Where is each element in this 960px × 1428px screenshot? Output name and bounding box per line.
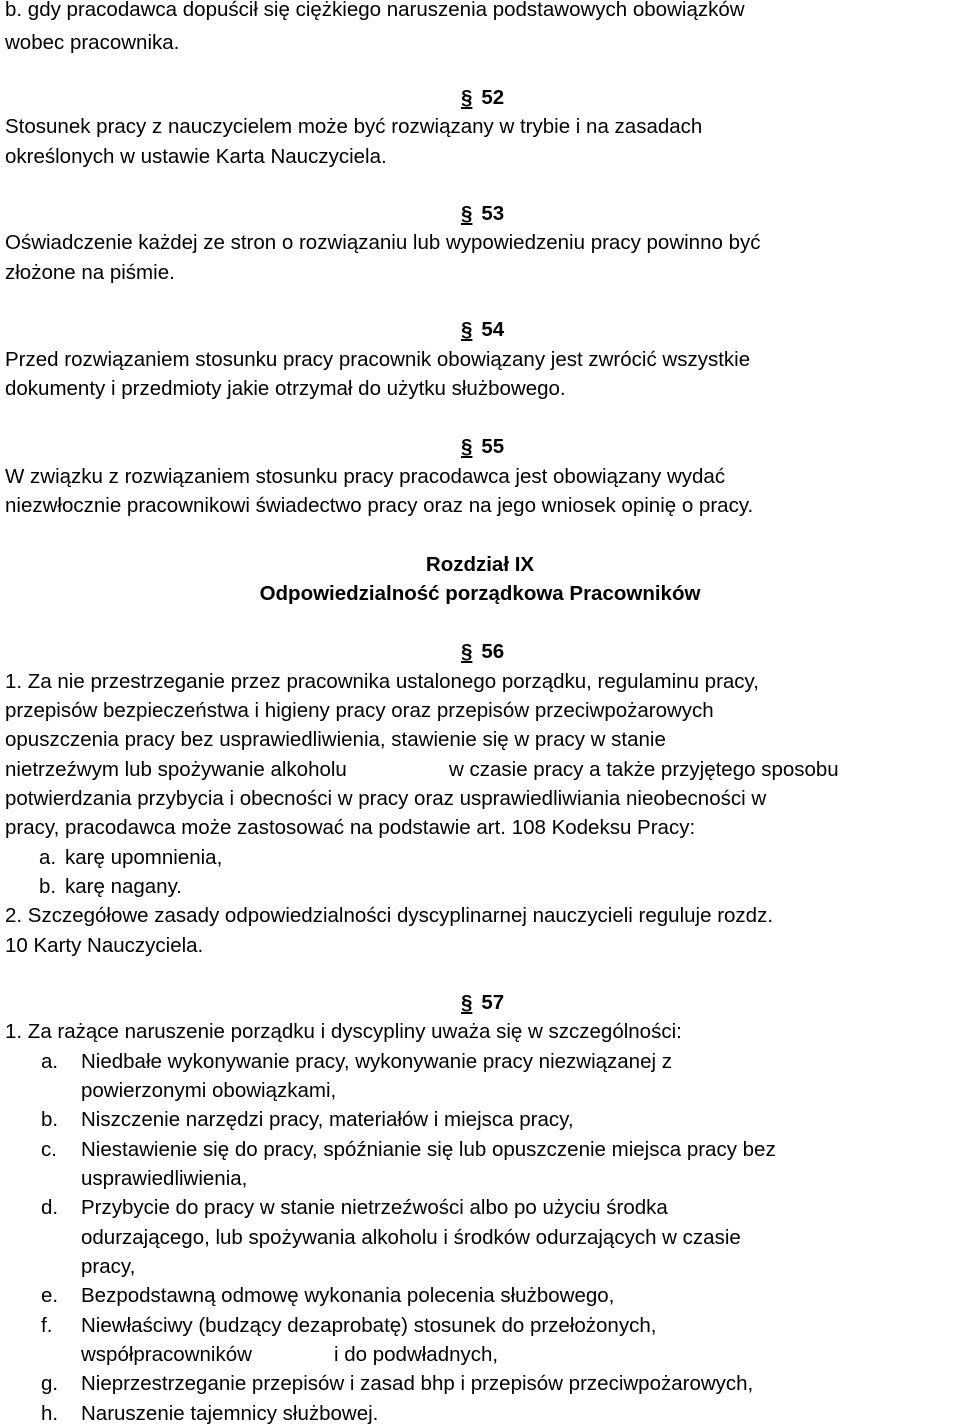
list-item: Niewłaściwy (budzący dezaprobatę) stosunek do przełożonych,: [81, 1314, 657, 1337]
list-marker: f.: [41, 1314, 53, 1337]
paragraph-line: b. gdy pracodawca dopuścił się ciężkiego naruszenia podstawowych obowiązków: [5, 0, 745, 21]
list-marker: a.: [39, 846, 57, 869]
section-number: 52: [481, 86, 505, 109]
section-sign: §: [461, 318, 473, 341]
section-number: 55: [481, 435, 505, 458]
list-item: Niedbałe wykonywanie pracy, wykonywanie pracy niezwiązanej z: [81, 1050, 672, 1073]
paragraph-line: złożone na piśmie.: [5, 261, 175, 284]
chapter-title: Odpowiedzialność porządkowa Pracowników: [259, 582, 701, 605]
paragraph-line: nietrzeźwym lub spożywanie alkoholu: [5, 758, 347, 781]
list-item: Niestawienie się do pracy, spóźnianie się lub opuszczenie miejsca pracy bez: [81, 1138, 776, 1161]
section-heading-55: [461, 437, 504, 458]
list-item: Naruszenie tajemnicy służbowej.: [81, 1402, 379, 1425]
section-sign: §: [461, 991, 473, 1014]
list-item: usprawiedliwienia,: [81, 1167, 248, 1190]
section-number: 57: [481, 991, 505, 1014]
paragraph-line: wobec pracownika.: [5, 31, 180, 54]
list-marker: b.: [41, 1108, 59, 1131]
paragraph-line: opuszczenia pracy bez usprawiedliwienia, stawienie się w pracy w stanie: [5, 728, 666, 751]
list-item: Nieprzestrzeganie przepisów i zasad bhp i przepisów przeciwpożarowych,: [81, 1372, 754, 1395]
list-marker: e.: [41, 1284, 59, 1307]
list-item: odurzającego, lub spożywania alkoholu i środków odurzających w czasie: [81, 1226, 741, 1249]
section-number: 56: [481, 640, 505, 663]
section-heading-57: [461, 993, 504, 1014]
paragraph-line: pracy, pracodawca może zastosować na podstawie art. 108 Kodeksu Pracy:: [5, 816, 696, 839]
paragraph-line: 1. Za nie przestrzeganie przez pracownika ustalonego porządku, regulaminu pracy,: [5, 670, 759, 693]
list-marker: a.: [41, 1050, 59, 1073]
paragraph-line: Przed rozwiązaniem stosunku pracy pracownik obowiązany jest zwrócić wszystkie: [5, 348, 751, 371]
list-item: i do podwładnych,: [334, 1343, 499, 1366]
paragraph-line: potwierdzania przybycia i obecności w pracy oraz usprawiedliwiania nieobecności w: [5, 787, 767, 810]
section-sign: §: [461, 435, 473, 458]
chapter-label: Rozdział IX: [425, 553, 535, 576]
paragraph-line: 1. Za rażące naruszenie porządku i dyscypliny uważa się w szczególności:: [5, 1020, 682, 1043]
section-heading-52: [461, 88, 504, 109]
list-marker: g.: [41, 1372, 59, 1395]
paragraph-line: Oświadczenie każdej ze stron o rozwiązaniu lub wypowiedzeniu pracy powinno być: [5, 231, 761, 254]
section-sign: §: [461, 640, 473, 663]
paragraph-line: niezwłocznie pracownikowi świadectwo pracy oraz na jego wniosek opinię o pracy.: [5, 494, 754, 517]
section-sign: §: [461, 202, 473, 225]
paragraph-line: przepisów bezpieczeństwa i higieny pracy oraz przepisów przeciwpożarowych: [5, 699, 714, 722]
list-item: karę nagany.: [65, 875, 183, 898]
section-heading-56: [461, 642, 504, 663]
list-item: powierzonymi obowiązkami,: [81, 1079, 337, 1102]
paragraph-line: w czasie pracy a także przyjętego sposobu: [449, 758, 839, 781]
list-marker: h.: [41, 1402, 59, 1425]
paragraph-line: 10 Karty Nauczyciela.: [5, 934, 204, 957]
list-marker: d.: [41, 1196, 59, 1219]
list-marker: c.: [41, 1138, 57, 1161]
section-heading-53: [461, 204, 504, 225]
section-sign: §: [461, 86, 473, 109]
paragraph-line: W związku z rozwiązaniem stosunku pracy pracodawca jest obowiązany wydać: [5, 465, 726, 488]
paragraph-line: Stosunek pracy z nauczycielem może być rozwiązany w trybie i na zasadach: [5, 115, 703, 138]
section-number: 54: [481, 318, 505, 341]
paragraph-line: dokumenty i przedmioty jakie otrzymał do użytku służbowego.: [5, 377, 566, 400]
list-item: Bezpodstawną odmowę wykonania polecenia służbowego,: [81, 1284, 615, 1307]
list-item: współpracowników: [81, 1343, 252, 1366]
section-heading-54: [461, 320, 504, 341]
list-item: Przybycie do pracy w stanie nietrzeźwości albo po użyciu środka: [81, 1196, 668, 1219]
section-number: 53: [481, 202, 505, 225]
paragraph-line: 2. Szczegółowe zasady odpowiedzialności dyscyplinarnej nauczycieli reguluje rozdz.: [5, 904, 774, 927]
list-item: karę upomnienia,: [65, 846, 223, 869]
list-marker: b.: [39, 875, 57, 898]
list-item: pracy,: [81, 1255, 136, 1278]
paragraph-line: określonych w ustawie Karta Nauczyciela.: [5, 145, 387, 168]
list-item: Niszczenie narzędzi pracy, materiałów i miejsca pracy,: [81, 1108, 574, 1131]
